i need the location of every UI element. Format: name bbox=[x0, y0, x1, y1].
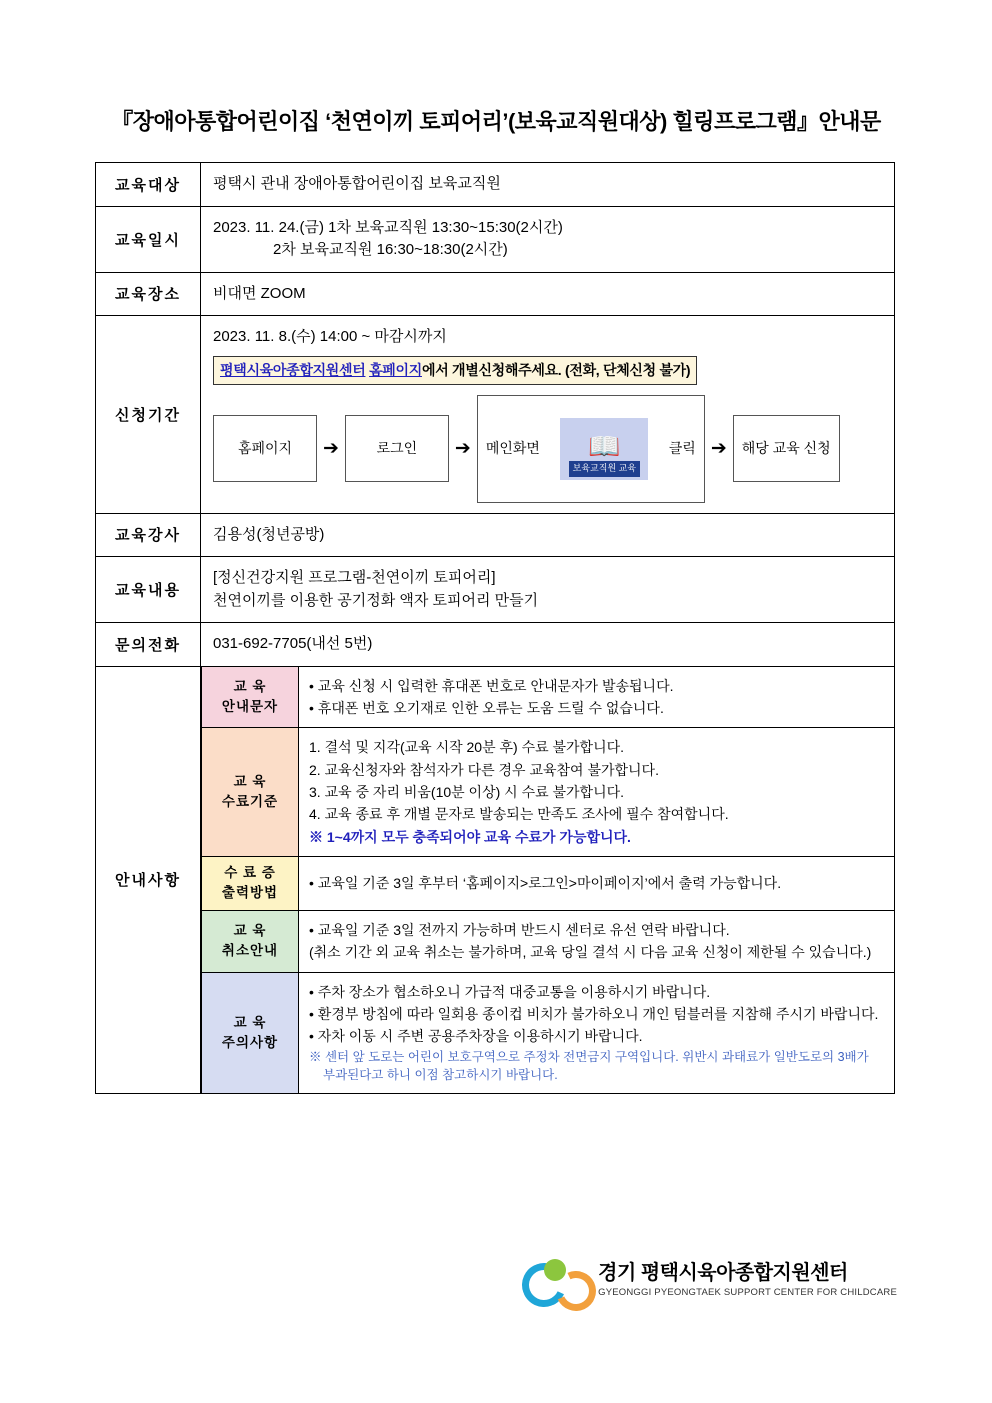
logo-text bbox=[598, 1256, 897, 1298]
notice-body-sms bbox=[299, 667, 895, 728]
notice-item: • 환경부 방침에 따라 일회용 종이컵 비치가 불가하오니 개인 텀블러를 지참해 주시기 바랍니다. bbox=[309, 1005, 879, 1022]
notice-row-caution bbox=[202, 972, 895, 1093]
info-table bbox=[95, 162, 895, 1094]
value-instructor: 김용성(청년공방) bbox=[201, 513, 895, 557]
notice-item: 3. 교육 중 자리 비움(10분 이상) 시 수료 불가합니다. bbox=[309, 784, 625, 801]
notice-row-completion bbox=[202, 728, 895, 857]
notice-item: • 휴대폰 번호 오기재로 인한 오류는 도움 드릴 수 없습니다. bbox=[309, 699, 664, 716]
notice-item: (취소 기간 외 교육 취소는 불가하며, 교육 당일 결석 시 다음 교육 신청이 제한될 수 있습니다.) bbox=[309, 944, 872, 961]
notice-item: • 자차 이동 시 주변 공용주차장을 이용하시기 바랍니다. bbox=[309, 1028, 643, 1045]
notice-item: 4. 교육 종료 후 개별 문자로 발송되는 만족도 조사에 필수 참여합니다. bbox=[309, 806, 729, 823]
content-line-2: 천연이끼를 이용한 공기정화 액자 토피어리 만들기 bbox=[213, 591, 539, 609]
notice-label-certificate bbox=[202, 857, 299, 911]
center-logo-icon bbox=[522, 1257, 586, 1297]
table-row-datetime bbox=[96, 206, 895, 272]
flow-step-mainscreen bbox=[477, 395, 705, 503]
notice-container bbox=[201, 666, 895, 1094]
notice-body-completion bbox=[299, 728, 895, 857]
label-target: 교육대상 bbox=[96, 163, 201, 207]
notice-item: • 교육 신청 시 입력한 휴대폰 번호로 안내문자가 발송됩니다. bbox=[309, 677, 674, 694]
arrow-icon: ➔ bbox=[710, 438, 727, 459]
apply-note-rest: 에서 개별신청해주세요. (전화, 단체신청 불가) bbox=[421, 361, 691, 378]
flow-step-homepage: 홈페이지 bbox=[213, 415, 317, 482]
notice-footnote: ※ 센터 앞 도로는 어린이 보호구역으로 주정차 전면금지 구역입니다. 위반시 과태료가 일반도로의 3배가 부과된다고 하니 이점 참고하시기 바랍니다. bbox=[309, 1049, 869, 1083]
table-row-place bbox=[96, 272, 895, 316]
footer-logo bbox=[522, 1256, 897, 1298]
notice-footnote: ※ 1~4까지 모두 충족되어야 교육 수료가 가능합니다. bbox=[309, 828, 631, 845]
label-notice: 안내사항 bbox=[96, 666, 201, 1094]
value-phone: 031-692-7705(내선 5번) bbox=[201, 623, 895, 667]
label-content: 교육내용 bbox=[96, 557, 201, 623]
table-row-phone bbox=[96, 623, 895, 667]
content-line-1: [정신건강지원 프로그램-천연이끼 토피어리] bbox=[213, 569, 496, 586]
flow-step-click-label: 클릭 bbox=[668, 440, 696, 456]
table-row-notice bbox=[96, 666, 895, 1094]
apply-note-center: 평택시육아종합지원센터 bbox=[220, 361, 366, 378]
apply-note-homepage: 홈페이지 bbox=[369, 361, 422, 378]
value-place: 비대면 ZOOM bbox=[201, 272, 895, 316]
page-title bbox=[95, 0, 897, 162]
notice-label-certificate-line2: 출력방법 bbox=[221, 885, 279, 901]
label-instructor: 교육강사 bbox=[96, 513, 201, 557]
datetime-line-1: 2023. 11. 24.(금) 1차 보육교직원 13:30~15:30(2시간) bbox=[213, 218, 563, 236]
notice-label-sms-line1: 교 육 bbox=[233, 678, 267, 694]
notice-label-cancel bbox=[202, 910, 299, 972]
apply-note bbox=[213, 356, 697, 385]
application-flow-diagram bbox=[213, 395, 882, 503]
notice-body-cancel bbox=[299, 910, 895, 972]
table-row-apply bbox=[96, 316, 895, 514]
notice-item: 2. 교육신청자와 참석자가 다른 경우 교육참여 불가합니다. bbox=[309, 761, 659, 778]
notice-label-caution-line1: 교 육 bbox=[233, 1014, 267, 1030]
notice-item: • 주차 장소가 협소하오니 가급적 대중교통을 이용하시기 바랍니다. bbox=[309, 983, 711, 1000]
notice-label-cancel-line2: 취소안내 bbox=[221, 943, 279, 959]
flow-step-mainscreen-label: 메인화면 bbox=[485, 440, 540, 456]
logo-text-kr: 경기 평택시육아종합지원센터 bbox=[598, 1262, 848, 1284]
notice-body-certificate bbox=[299, 857, 895, 911]
datetime-line-2: 2차 보육교직원 16:30~18:30(2시간) bbox=[273, 241, 508, 258]
value-content bbox=[201, 557, 895, 623]
arrow-icon: ➔ bbox=[454, 438, 471, 459]
table-row-content bbox=[96, 557, 895, 623]
notice-table bbox=[201, 667, 894, 1094]
notice-label-completion-line2: 수료기준 bbox=[221, 794, 279, 810]
notice-label-sms-line2: 안내문자 bbox=[221, 698, 279, 714]
flow-step-login: 로그인 bbox=[345, 415, 449, 482]
flow-step-apply: 해당 교육 신청 bbox=[733, 415, 840, 482]
value-datetime bbox=[201, 206, 895, 272]
logo-text-en: GYEONGGI PYEONGTAEK SUPPORT CENTER FOR CHILDCARE bbox=[598, 1287, 897, 1298]
notice-item: • 교육일 기준 3일 전까지 가능하며 반드시 센터로 유선 연락 바랍니다. bbox=[309, 921, 730, 938]
page-title-text: 『장애아통합어린이집 ‘천연이끼 토피어리’(보육교직원대상) 힐링프로그램』안내문 bbox=[111, 109, 881, 134]
apply-period: 2023. 11. 8.(수) 14:00 ~ 마감시까지 bbox=[213, 328, 447, 345]
arrow-icon: ➔ bbox=[323, 438, 339, 459]
book-glyph: 📖 bbox=[588, 431, 621, 461]
notice-label-caution-line2: 주의사항 bbox=[221, 1034, 279, 1050]
book-icon bbox=[560, 418, 648, 480]
label-phone: 문의전화 bbox=[96, 623, 201, 667]
notice-body-caution bbox=[299, 972, 895, 1093]
notice-row-certificate bbox=[202, 857, 895, 911]
notice-row-sms bbox=[202, 667, 895, 728]
notice-label-completion bbox=[202, 728, 299, 857]
label-place: 교육장소 bbox=[96, 272, 201, 316]
table-row-instructor bbox=[96, 513, 895, 557]
book-badge-label: 보육교직원 교육 bbox=[569, 461, 640, 477]
notice-row-cancel bbox=[202, 910, 895, 972]
notice-label-certificate-line1: 수 료 증 bbox=[224, 865, 276, 881]
label-datetime: 교육일시 bbox=[96, 206, 201, 272]
label-apply: 신청기간 bbox=[96, 316, 201, 514]
notice-item: • 교육일 기준 3일 후부터 ‘홈페이지>로그인>마이페이지’에서 출력 가능합니다. bbox=[309, 875, 782, 892]
notice-label-completion-line1: 교 육 bbox=[233, 774, 267, 789]
value-target: 평택시 관내 장애아통합어린이집 보육교직원 bbox=[201, 163, 895, 207]
notice-label-caution bbox=[202, 972, 299, 1093]
notice-label-cancel-line1: 교 육 bbox=[233, 922, 267, 938]
notice-label-sms bbox=[202, 667, 299, 728]
table-row-target bbox=[96, 163, 895, 207]
notice-item: 1. 결석 및 지각(교육 시작 20분 후) 수료 불가합니다. bbox=[309, 739, 625, 756]
value-apply bbox=[201, 316, 895, 514]
